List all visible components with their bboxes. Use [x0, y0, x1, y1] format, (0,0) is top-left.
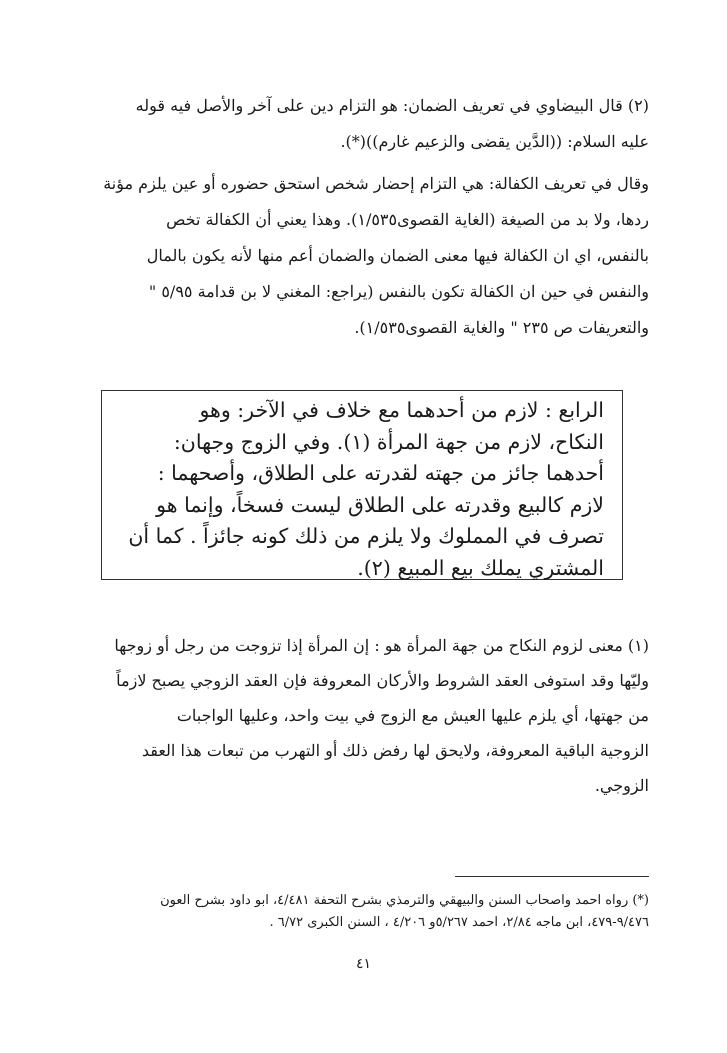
text-line: وقال في تعريف الكفالة: هي التزام إحضار شخص استحق حضوره أو عين يلزم مؤنة — [103, 174, 649, 193]
text-line: المشتري يملك بيع المبيع (٢). — [357, 555, 604, 580]
text-line: الزوجي. — [594, 776, 649, 795]
text-line: النكاح، لازم من جهة المرأة (١). وفي الزوج وجهان: — [173, 429, 604, 454]
page-number: ٤١ — [355, 956, 372, 972]
boxed-main-text — [101, 390, 623, 580]
text-line: أحدهما جائز من جهته لقدرته على الطلاق، وأصحهما : — [157, 461, 604, 485]
text-line: ٩/٤٧٦-٤٧٩، ابن ماجه ٢/٨٤، احمد ٥/٢٦٧و ٤/٢٠٦ ، السنن الكبرى ٦/٧٢ . — [269, 915, 649, 930]
text-line: وليّها وقد استوفى العقد الشروط والأركان المعروفة فإن العقد الزوجي يصبح لازماً — [116, 671, 649, 690]
text-line: ردها، ولا بد من الصيغة (الغاية القصوى١/٥٣٥). وهذا يعني أن الكفالة تخص — [166, 210, 649, 229]
text-line: الزوجية الباقية المعروفة، ولايحق لها رفض ذلك أو التهرب من تبعات هذا العقد — [141, 741, 649, 760]
text-line: لازم كالبيع وقدرته على الطلاق ليست فسخاً، وإنما هو — [156, 492, 604, 517]
text-line: والنفس في حين ان الكفالة تكون بالنفس (يراجع: المغني لا بن قدامة ٥/٩٥ " — [148, 282, 649, 301]
text-line: والتعريفات ص ٢٣٥ " والغاية القصوى١/٥٣٥). — [354, 318, 649, 337]
text-line: (١) معنى لزوم النكاح من جهة المرأة هو : إن المرأة إذا تزوجت من رجل أو زوجها — [114, 636, 649, 655]
hadith-references — [75, 890, 649, 934]
text-line: تصرف في المملوك ولا يلزم من ذلك كونه جائزاً . كما أن — [128, 524, 604, 548]
text-line: من جهتها، أي يلزم عليها العيش مع الزوج في بيت واحد، وعليها الواجبات — [176, 706, 649, 725]
text-line: عليه السلام: ((الدَّين يقضى والزعيم غارم))(*). — [340, 132, 649, 151]
footnote-divider — [455, 876, 649, 877]
text-line: بالنفس، اي ان الكفالة فيها معنى الضمان والضمان أعم منها لأنه يكون بالمال — [146, 246, 649, 265]
text-line: (٢) قال البيضاوي في تعريف الضمان: هو التزام دين على آخر والأصل فيه قوله — [135, 96, 649, 115]
text-line: (*) رواه احمد واصحاب السنن والبيهقي والترمذي بشرح التحفة ٤/٤٨١، ابو داود بشرح العون — [160, 893, 649, 908]
footnote-definitions — [75, 88, 649, 346]
footnote-marriage — [75, 628, 649, 803]
text-line: الرابع : لازم من أحدهما مع خلاف في الآخر: وهو — [199, 398, 604, 422]
